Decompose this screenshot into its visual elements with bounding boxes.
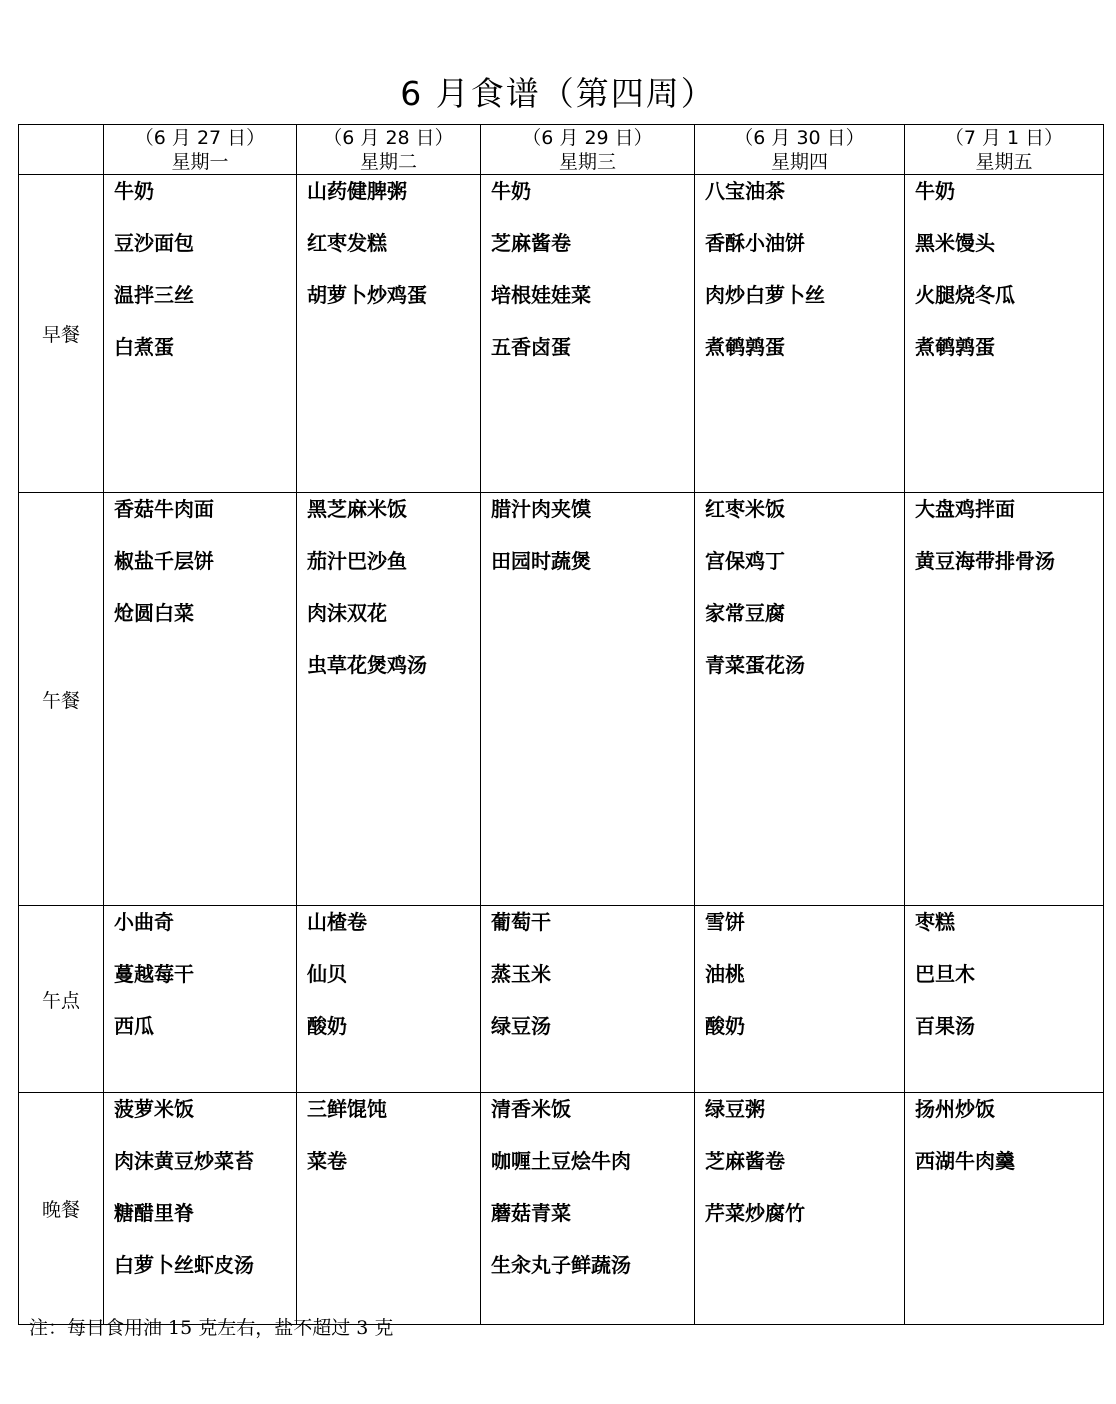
menu-cell	[481, 493, 695, 906]
dish-item: 蘑菇青菜	[491, 1201, 571, 1225]
day-date: （6 月 30 日）	[734, 126, 865, 149]
dish-item: 西瓜	[114, 1014, 154, 1038]
dish-item: 豆沙面包	[114, 231, 194, 255]
menu-cell	[695, 175, 905, 493]
day-header-mon	[104, 125, 297, 175]
dish-item: 清香米饭	[491, 1097, 571, 1121]
dish-item: 牛奶	[491, 179, 531, 203]
menu-cell	[695, 493, 905, 906]
dish-item: 黄豆海带排骨汤	[915, 549, 1055, 573]
dish-item: 酸奶	[705, 1014, 745, 1038]
dish-item: 茄汁巴沙鱼	[307, 549, 407, 573]
menu-table	[18, 124, 1104, 1325]
dish-item: 绿豆汤	[491, 1014, 551, 1038]
day-weekday: 星期五	[975, 150, 1033, 173]
day-weekday: 星期四	[770, 150, 828, 173]
dish-item: 八宝油茶	[705, 179, 785, 203]
dish-item: 白煮蛋	[114, 335, 174, 359]
meal-label: 午点	[19, 906, 104, 1093]
dish-item: 红枣发糕	[307, 231, 387, 255]
dish-item: 芝麻酱卷	[491, 231, 571, 255]
dish-item: 糖醋里脊	[114, 1201, 194, 1225]
dish-item: 雪饼	[705, 910, 745, 934]
dish-item: 煮鹌鹑蛋	[915, 335, 995, 359]
dish-item: 青菜蛋花汤	[705, 653, 805, 677]
menu-cell	[481, 175, 695, 493]
dish-item: 枣糕	[915, 910, 955, 934]
lunch-row	[19, 493, 1104, 906]
dish-item: 扬州炒饭	[915, 1097, 995, 1121]
dish-item: 绿豆粥	[705, 1097, 765, 1121]
day-header-wed	[481, 125, 695, 175]
footnote: 注：每日食用油 15 克左右，盐不超过 3 克	[29, 1317, 394, 1339]
menu-cell	[297, 906, 481, 1093]
dish-item: 咖喱土豆烩牛肉	[491, 1149, 631, 1173]
menu-cell	[297, 175, 481, 493]
snack-row	[19, 906, 1104, 1093]
dish-item: 西湖牛肉羹	[915, 1149, 1015, 1173]
dish-item: 牛奶	[114, 179, 154, 203]
menu-cell	[481, 906, 695, 1093]
dish-item: 菜卷	[307, 1149, 347, 1173]
menu-cell	[104, 1093, 297, 1325]
dish-item: 黑芝麻米饭	[307, 497, 407, 521]
dish-item: 火腿烧冬瓜	[915, 283, 1015, 307]
dish-item: 葡萄干	[491, 910, 551, 934]
dish-item: 菠萝米饭	[114, 1097, 194, 1121]
dish-item: 宫保鸡丁	[705, 549, 785, 573]
menu-cell	[297, 493, 481, 906]
dish-item: 田园时蔬煲	[491, 549, 591, 573]
menu-cell	[905, 1093, 1104, 1325]
dish-item: 香酥小油饼	[705, 231, 805, 255]
breakfast-row	[19, 175, 1104, 493]
dish-item: 白萝卜丝虾皮汤	[114, 1253, 254, 1277]
dish-item: 小曲奇	[114, 910, 174, 934]
dish-item: 百果汤	[915, 1014, 975, 1038]
dish-item: 蔓越莓干	[114, 962, 194, 986]
dish-item: 椒盐千层饼	[114, 549, 214, 573]
dish-item: 三鲜馄饨	[307, 1097, 387, 1121]
menu-cell	[905, 175, 1104, 493]
menu-cell	[695, 1093, 905, 1325]
meal-label: 晚餐	[19, 1093, 104, 1325]
dish-item: 芹菜炒腐竹	[705, 1201, 805, 1225]
day-header-thu	[695, 125, 905, 175]
day-date: （6 月 29 日）	[522, 126, 653, 149]
menu-cell	[481, 1093, 695, 1325]
dish-item: 山药健脾粥	[307, 179, 407, 203]
dish-item: 油桃	[705, 962, 745, 986]
dish-item: 温拌三丝	[114, 283, 194, 307]
menu-cell	[297, 1093, 481, 1325]
menu-cell	[104, 906, 297, 1093]
dish-item: 生汆丸子鲜蔬汤	[491, 1253, 631, 1277]
dish-item: 蒸玉米	[491, 962, 551, 986]
dish-item: 牛奶	[915, 179, 955, 203]
menu-cell	[104, 493, 297, 906]
menu-cell	[104, 175, 297, 493]
dish-item: 虫草花煲鸡汤	[307, 653, 427, 677]
day-weekday: 星期一	[171, 150, 229, 173]
day-header-fri	[905, 125, 1104, 175]
dish-item: 肉炒白萝卜丝	[705, 283, 825, 307]
dish-item: 炝圆白菜	[114, 601, 194, 625]
dish-item: 肉沫双花	[307, 601, 387, 625]
dish-item: 黑米馒头	[915, 231, 995, 255]
dish-item: 培根娃娃菜	[491, 283, 591, 307]
day-date: （6 月 27 日）	[134, 126, 266, 149]
dish-item: 胡萝卜炒鸡蛋	[307, 283, 427, 307]
dish-item: 仙贝	[307, 962, 347, 986]
day-date: （7 月 1 日）	[944, 126, 1064, 149]
dish-item: 香菇牛肉面	[114, 497, 214, 521]
day-weekday: 星期二	[359, 150, 417, 173]
dish-item: 大盘鸡拌面	[915, 497, 1015, 521]
corner-cell	[19, 125, 104, 175]
menu-cell	[905, 493, 1104, 906]
dish-item: 巴旦木	[915, 962, 975, 986]
dish-item: 红枣米饭	[705, 497, 785, 521]
dish-item: 腊汁肉夹馍	[491, 497, 591, 521]
day-date: （6 月 28 日）	[323, 126, 454, 149]
dish-item: 五香卤蛋	[491, 335, 571, 359]
day-header-tue	[297, 125, 481, 175]
header-row	[19, 125, 1104, 175]
meal-label: 早餐	[19, 175, 104, 493]
meal-label: 午餐	[19, 493, 104, 906]
dish-item: 山楂卷	[307, 910, 367, 934]
menu-cell	[695, 906, 905, 1093]
dinner-row	[19, 1093, 1104, 1325]
dish-item: 家常豆腐	[705, 601, 785, 625]
dish-item: 肉沫黄豆炒菜苔	[114, 1149, 254, 1173]
menu-cell	[905, 906, 1104, 1093]
dish-item: 芝麻酱卷	[705, 1149, 785, 1173]
day-weekday: 星期三	[558, 150, 616, 173]
dish-item: 煮鹌鹑蛋	[705, 335, 785, 359]
page-title: 6 月食谱（第四周）	[400, 74, 716, 113]
dish-item: 酸奶	[307, 1014, 347, 1038]
